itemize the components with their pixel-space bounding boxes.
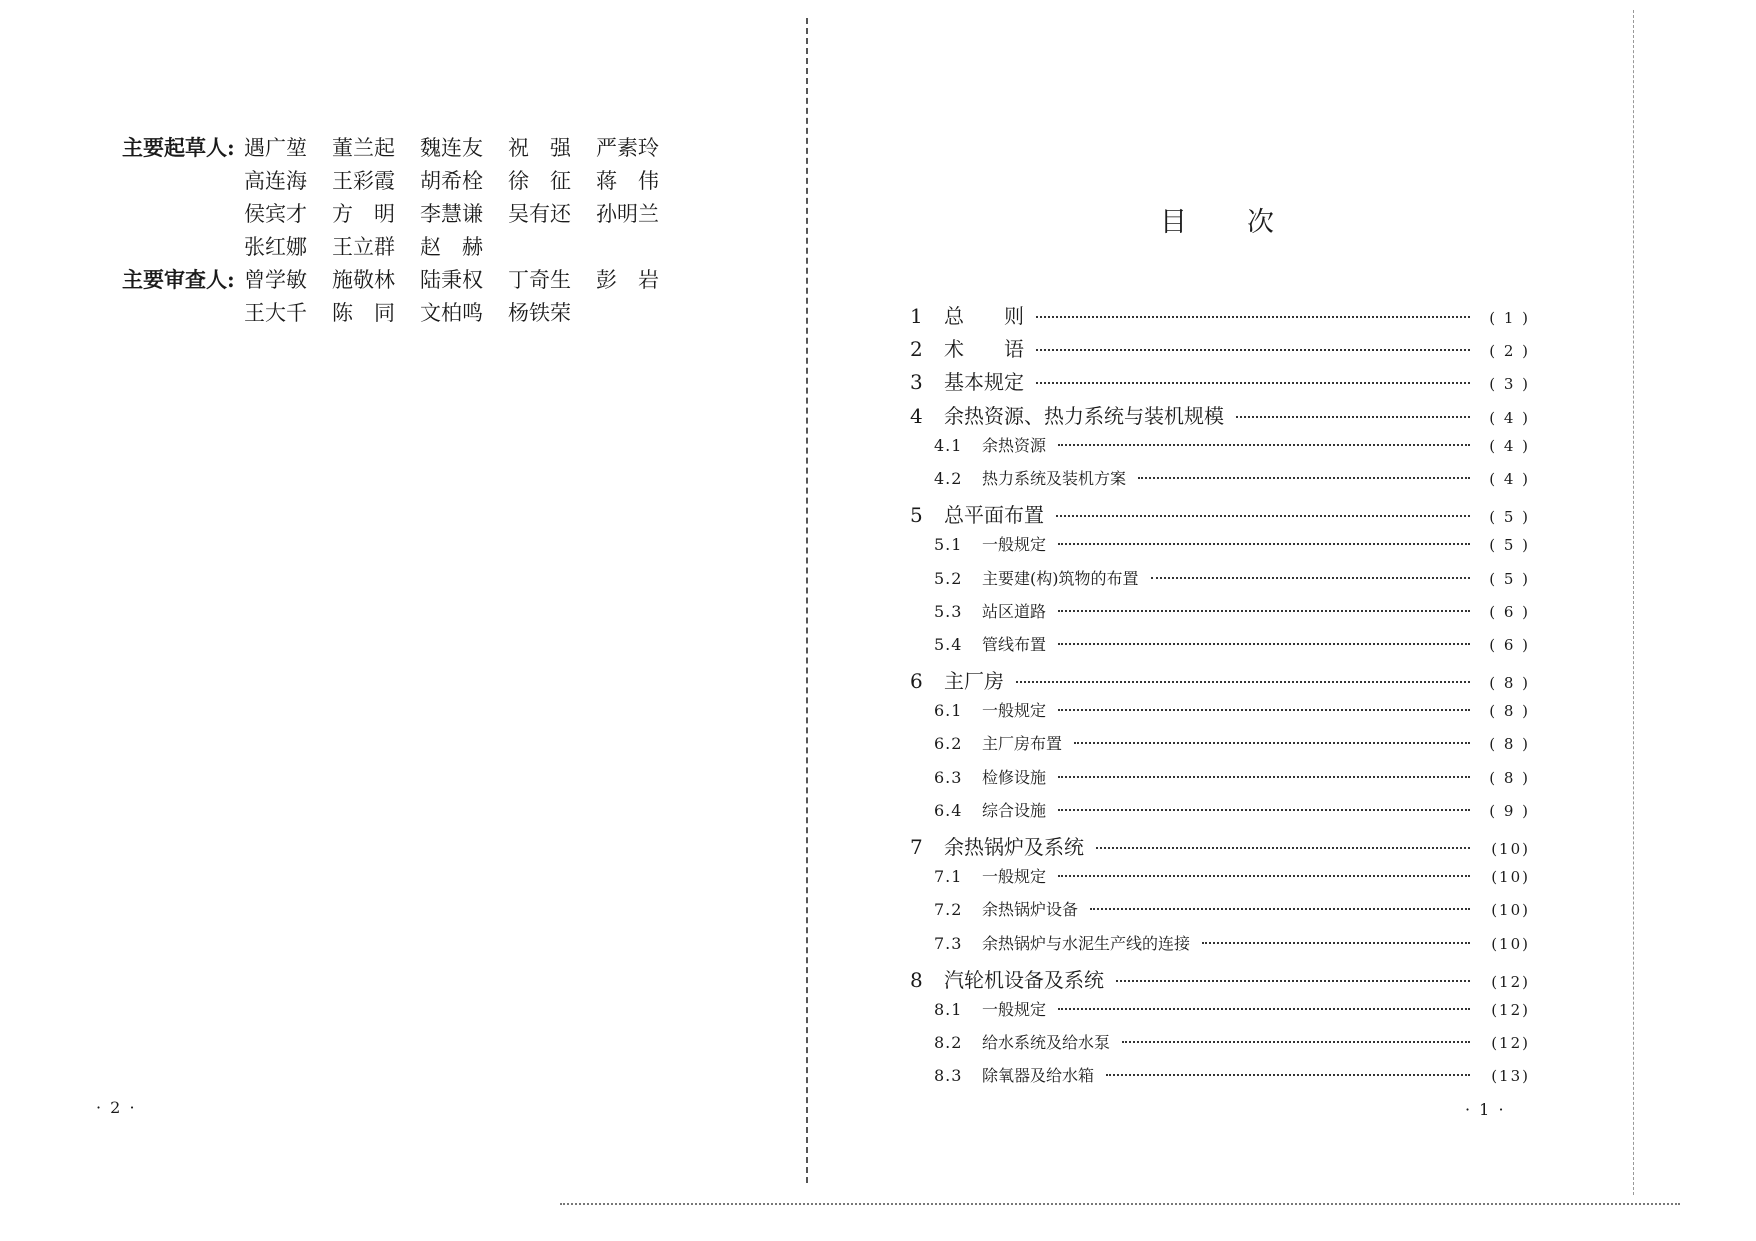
toc-dot-leader — [1016, 681, 1470, 683]
drafters-label: 主要起草人: — [122, 135, 235, 160]
reviewer-name: 杨铁荣 — [508, 301, 571, 325]
toc-entry-number: 6 — [910, 669, 923, 694]
toc-entry-title: 总 则 — [944, 304, 1024, 328]
toc-dot-leader — [1058, 1008, 1470, 1010]
toc-entry-page: ( 6 ) — [1489, 635, 1530, 654]
toc-entry-number: 7.2 — [934, 900, 963, 920]
toc-entry-title: 术 语 — [944, 337, 1024, 362]
toc-chapter-entry[interactable] — [910, 964, 1530, 997]
toc-entry-page: ( 8 ) — [1489, 674, 1530, 693]
drafter-name: 遇广堃 — [244, 136, 307, 160]
toc-entry-page: ( 1 ) — [1489, 309, 1530, 327]
toc-dot-leader — [1122, 1041, 1470, 1043]
right-page-number: · 1 · — [1465, 1100, 1506, 1119]
reviewers-label: 主要审查人: — [122, 267, 235, 292]
toc-entry-number: 8 — [910, 967, 923, 992]
toc-dot-leader — [1202, 942, 1470, 944]
toc-dot-leader — [1096, 847, 1470, 849]
toc-entry-page: (10) — [1491, 901, 1530, 920]
toc-entry-page: (10) — [1491, 934, 1530, 953]
toc-entry-number: 6.1 — [934, 701, 963, 721]
toc-entry-number: 8.2 — [934, 1033, 963, 1053]
toc-entry-page: (10) — [1491, 868, 1530, 887]
toc-entry-title: 一般规定 — [982, 867, 1047, 887]
left-page-number: · 2 · — [96, 1098, 137, 1117]
drafter-name: 徐 征 — [508, 169, 571, 193]
toc-entry-page: ( 5 ) — [1489, 508, 1530, 527]
drafters-block — [122, 132, 684, 330]
toc-dot-leader — [1058, 444, 1470, 446]
toc-section-entry[interactable] — [910, 997, 1530, 1030]
toc-section-entry[interactable] — [910, 433, 1530, 466]
drafter-name: 王立群 — [332, 235, 395, 259]
toc-chapter-entry[interactable] — [910, 366, 1530, 399]
toc-section-entry[interactable] — [910, 897, 1530, 930]
reviewer-name: 彭 岩 — [596, 268, 659, 292]
toc-entry-page: (12) — [1491, 972, 1530, 991]
toc-entry-number: 6.3 — [934, 767, 963, 787]
toc-entry-page: ( 6 ) — [1489, 602, 1530, 621]
toc-entry-page: ( 4 ) — [1489, 469, 1530, 488]
toc-entry-page: ( 8 ) — [1489, 768, 1530, 787]
toc-entry-title: 汽轮机设备及系统 — [944, 967, 1104, 992]
toc-section-entry[interactable] — [910, 566, 1530, 599]
toc-dot-leader — [1090, 908, 1470, 910]
toc-entry-page: ( 4 ) — [1489, 408, 1530, 427]
toc-entry-title: 余热资源、热力系统与装机规模 — [944, 403, 1224, 428]
toc-dot-leader — [1138, 477, 1470, 479]
toc-dot-leader — [1036, 349, 1470, 351]
toc-entry-title: 主要建(构)筑物的布置 — [982, 568, 1139, 588]
toc-entry-number: 5.2 — [934, 568, 963, 588]
drafter-name: 李慧谦 — [420, 202, 483, 226]
toc-entry-page: (13) — [1491, 1067, 1530, 1086]
toc-entry-title: 热力系统及装机方案 — [982, 468, 1127, 488]
toc-dot-leader — [1058, 709, 1470, 711]
toc-section-entry[interactable] — [910, 731, 1530, 764]
toc-entry-title: 主厂房布置 — [982, 734, 1063, 754]
toc-entry-page: ( 5 ) — [1489, 569, 1530, 588]
toc-dot-leader — [1058, 776, 1470, 778]
toc-chapter-entry[interactable] — [910, 333, 1530, 366]
toc-entry-page: (10) — [1491, 840, 1530, 858]
toc-dot-leader — [1236, 416, 1470, 418]
toc-dot-leader — [1058, 543, 1470, 545]
drafter-name: 蒋 伟 — [596, 169, 659, 193]
toc-entry-title: 检修设施 — [982, 767, 1047, 787]
drafter-name: 赵 赫 — [420, 235, 483, 259]
toc-section-entry[interactable] — [910, 599, 1530, 632]
toc-entry-number: 5.1 — [934, 535, 963, 555]
toc-entry-title: 综合设施 — [982, 800, 1047, 820]
toc-entry-number: 5.3 — [934, 601, 963, 621]
toc-chapter-entry[interactable] — [910, 665, 1530, 698]
toc-entry-number: 5 — [910, 503, 923, 528]
toc-section-entry[interactable] — [910, 532, 1530, 565]
toc-entry-number: 7 — [910, 835, 923, 859]
toc-entry-number: 2 — [910, 337, 923, 362]
reviewer-name: 陈 同 — [332, 301, 395, 325]
reviewer-name: 文柏鸣 — [420, 301, 483, 325]
toc-entry-number: 8.3 — [934, 1066, 963, 1086]
toc-dot-leader — [1151, 577, 1471, 579]
toc-entry-title: 基本规定 — [944, 370, 1024, 395]
toc-section-entry[interactable] — [910, 864, 1530, 897]
toc-entry-number: 1 — [910, 304, 923, 328]
toc-dot-leader — [1058, 809, 1470, 811]
reviewer-name: 丁奇生 — [508, 268, 571, 292]
toc-entry-page: ( 3 ) — [1489, 375, 1530, 394]
toc-entry-title: 总平面布置 — [944, 503, 1044, 528]
toc-entry-page: (12) — [1491, 1000, 1530, 1019]
toc-section-entry[interactable] — [910, 466, 1530, 499]
toc-entry-title: 一般规定 — [982, 999, 1047, 1019]
toc-entry-title: 一般规定 — [982, 701, 1047, 721]
drafter-name: 魏连友 — [420, 136, 483, 160]
drafter-name: 方 明 — [332, 202, 395, 226]
toc-section-entry[interactable] — [910, 632, 1530, 665]
toc-entry-page: ( 2 ) — [1489, 342, 1530, 361]
drafter-name: 吴有还 — [508, 202, 571, 226]
page-fold-line — [806, 18, 808, 1183]
toc-dot-leader — [1036, 316, 1470, 318]
toc-entry-title: 余热锅炉与水泥生产线的连接 — [982, 933, 1191, 953]
drafter-name: 高连海 — [244, 169, 307, 193]
toc-dot-leader — [1058, 643, 1470, 645]
drafter-name: 胡希栓 — [420, 169, 483, 193]
toc-entry-title: 余热资源 — [982, 435, 1047, 455]
toc-dot-leader — [1058, 610, 1470, 612]
toc-entry-page: ( 8 ) — [1489, 735, 1530, 754]
drafter-name: 孙明兰 — [596, 202, 659, 226]
table-of-contents — [910, 300, 1530, 1097]
toc-section-entry[interactable] — [910, 798, 1530, 831]
toc-title: 目次 — [1160, 207, 1334, 238]
reviewer-name: 曾学敏 — [244, 268, 307, 292]
toc-entry-title: 站区道路 — [982, 601, 1047, 621]
toc-entry-title: 余热锅炉及系统 — [944, 835, 1084, 859]
toc-entry-page: ( 5 ) — [1489, 536, 1530, 555]
drafter-name: 王彩霞 — [332, 169, 395, 193]
toc-section-entry[interactable] — [910, 931, 1530, 964]
toc-entry-number: 8.1 — [934, 999, 963, 1019]
toc-entry-number: 3 — [910, 370, 923, 395]
toc-entry-title: 除氧器及给水箱 — [982, 1066, 1095, 1086]
toc-entry-number: 7.3 — [934, 933, 963, 953]
toc-entry-title: 一般规定 — [982, 535, 1047, 555]
drafter-name: 祝 强 — [508, 136, 571, 160]
toc-dot-leader — [1058, 875, 1470, 877]
bottom-edge-line — [560, 1203, 1680, 1205]
toc-entry-page: (12) — [1491, 1034, 1530, 1053]
reviewer-name: 陆秉权 — [420, 268, 483, 292]
toc-entry-page: ( 9 ) — [1489, 801, 1530, 820]
toc-section-entry[interactable] — [910, 765, 1530, 798]
toc-chapter-entry[interactable] — [910, 400, 1530, 433]
toc-section-entry[interactable] — [910, 1063, 1530, 1096]
toc-entry-number: 4 — [910, 403, 923, 428]
drafter-name: 张红娜 — [244, 235, 307, 259]
toc-entry-number: 4.1 — [934, 435, 963, 455]
toc-entry-title: 主厂房 — [944, 669, 1004, 694]
toc-entry-page: ( 4 ) — [1489, 436, 1530, 455]
toc-entry-number: 6.4 — [934, 800, 963, 820]
drafter-name: 侯宾才 — [244, 202, 307, 226]
drafter-name: 严素玲 — [596, 136, 659, 160]
toc-entry-number: 6.2 — [934, 734, 963, 754]
toc-chapter-entry[interactable] — [910, 831, 1530, 864]
toc-entry-title: 管线布置 — [982, 634, 1047, 654]
toc-dot-leader — [1056, 515, 1470, 517]
toc-section-entry[interactable] — [910, 1030, 1530, 1063]
toc-entry-number: 4.2 — [934, 468, 963, 488]
page-edge-line — [1633, 10, 1634, 1195]
toc-entry-number: 7.1 — [934, 867, 963, 887]
reviewer-name: 王大千 — [244, 301, 307, 325]
reviewer-name: 施敬林 — [332, 268, 395, 292]
drafter-name: 董兰起 — [332, 136, 395, 160]
toc-entry-title: 给水系统及给水泵 — [982, 1033, 1111, 1053]
toc-dot-leader — [1036, 382, 1470, 384]
toc-dot-leader — [1074, 742, 1470, 744]
toc-entry-title: 余热锅炉设备 — [982, 900, 1079, 920]
toc-entry-page: ( 8 ) — [1489, 702, 1530, 721]
toc-dot-leader — [1106, 1074, 1470, 1076]
toc-chapter-entry[interactable] — [910, 499, 1530, 532]
toc-dot-leader — [1116, 980, 1470, 982]
toc-chapter-entry[interactable] — [910, 300, 1530, 333]
toc-section-entry[interactable] — [910, 698, 1530, 731]
toc-entry-number: 5.4 — [934, 634, 963, 654]
